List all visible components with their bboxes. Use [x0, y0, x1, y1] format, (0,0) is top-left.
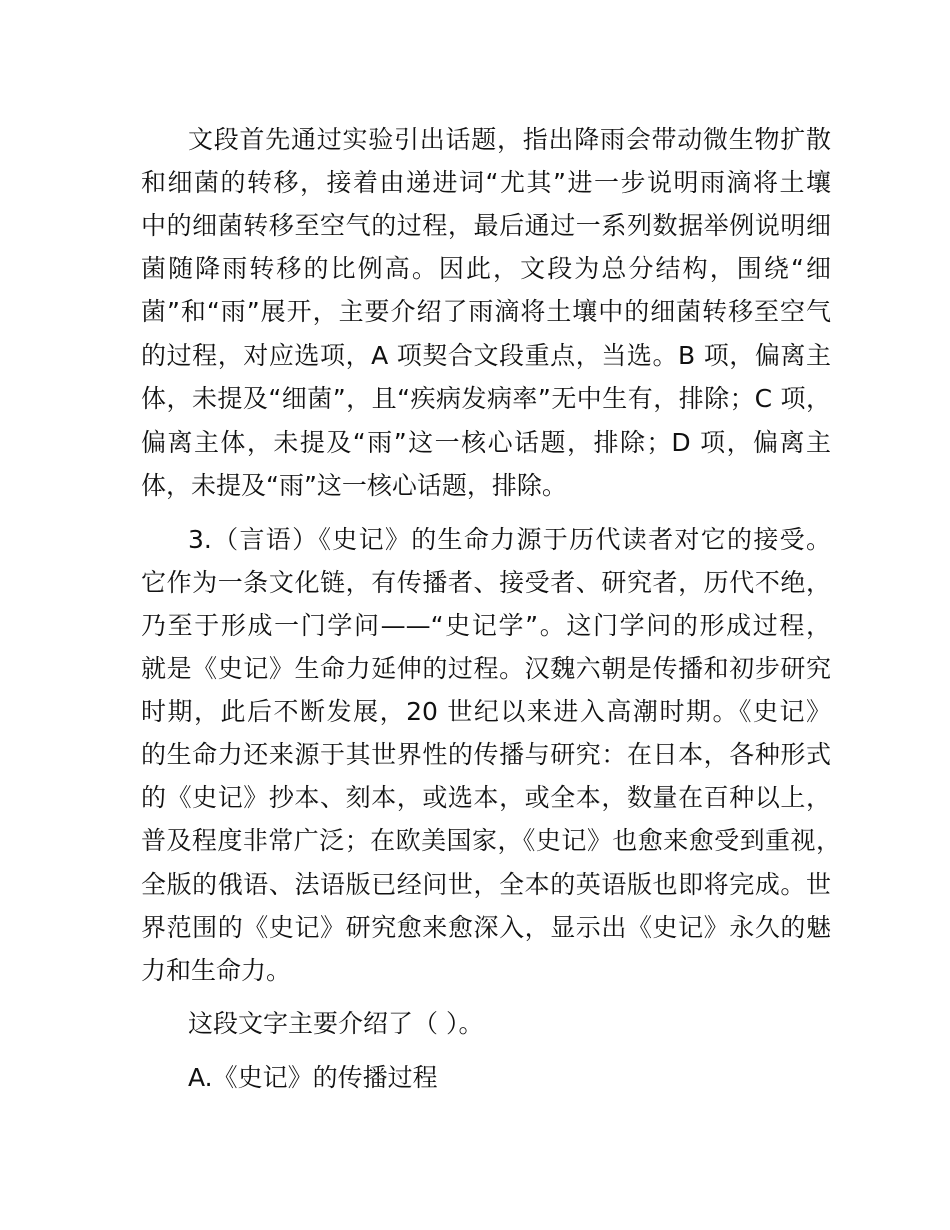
- text-line: 全版的俄语、法语版已经问世，全本的英语版也即将完成。世: [141, 870, 831, 899]
- text-line: 中的细菌转移至空气的过程，最后通过一系列数据举例说明细: [141, 211, 831, 240]
- question-stem: 这段文字主要介绍了（ ）。: [188, 1009, 484, 1038]
- text-line: 它作为一条文化链，有传播者、接受者、研究者，历代不绝，: [141, 568, 831, 597]
- text-line: 体，未提及“雨”这一核心话题，排除。: [141, 471, 567, 500]
- text-line: 文段首先通过实验引出话题，指出降雨会带动微生物扩散: [188, 125, 831, 154]
- text-line: 界范围的《史记》研究愈来愈深入，显示出《史记》永久的魅: [141, 913, 831, 942]
- text-line: 的过程，对应选项，A 项契合文段重点，当选。B 项，偏离主: [141, 341, 831, 370]
- text-line: 菌”和“雨”展开，主要介绍了雨滴将土壤中的细菌转移至空气: [141, 297, 831, 326]
- text-line: 力和生命力。: [141, 956, 292, 985]
- text-line: 和细菌的转移，接着由递进词“尤其”进一步说明雨滴将土壤: [141, 168, 831, 197]
- option-a: A.《史记》的传播过程: [188, 1063, 438, 1092]
- text-line: 时期，此后不断发展，20 世纪以来进入高潮时期。《史记》: [141, 697, 831, 726]
- text-line: 普及程度非常广泛；在欧美国家，《史记》也愈来愈受到重视，: [141, 826, 841, 855]
- text-line: 3.（言语）《史记》的生命力源于历代读者对它的接受。: [188, 525, 831, 554]
- text-line: 的《史记》抄本、刻本，或选本，或全本，数量在百种以上，: [141, 783, 831, 812]
- text-line: 菌随降雨转移的比例高。因此，文段为总分结构，围绕“细: [141, 254, 831, 283]
- text-line: 就是《史记》生命力延伸的过程。汉魏六朝是传播和初步研究: [141, 654, 831, 683]
- text-line: 的生命力还来源于其世界性的传播与研究：在日本，各种形式: [141, 740, 831, 769]
- text-line: 体，未提及“细菌”，且“疾病发病率”无中生有，排除；C 项，: [141, 384, 831, 413]
- text-line: 偏离主体，未提及“雨”这一核心话题，排除；D 项，偏离主: [141, 428, 831, 457]
- text-line: 乃至于形成一门学问——“史记学”。这门学问的形成过程，: [141, 611, 831, 640]
